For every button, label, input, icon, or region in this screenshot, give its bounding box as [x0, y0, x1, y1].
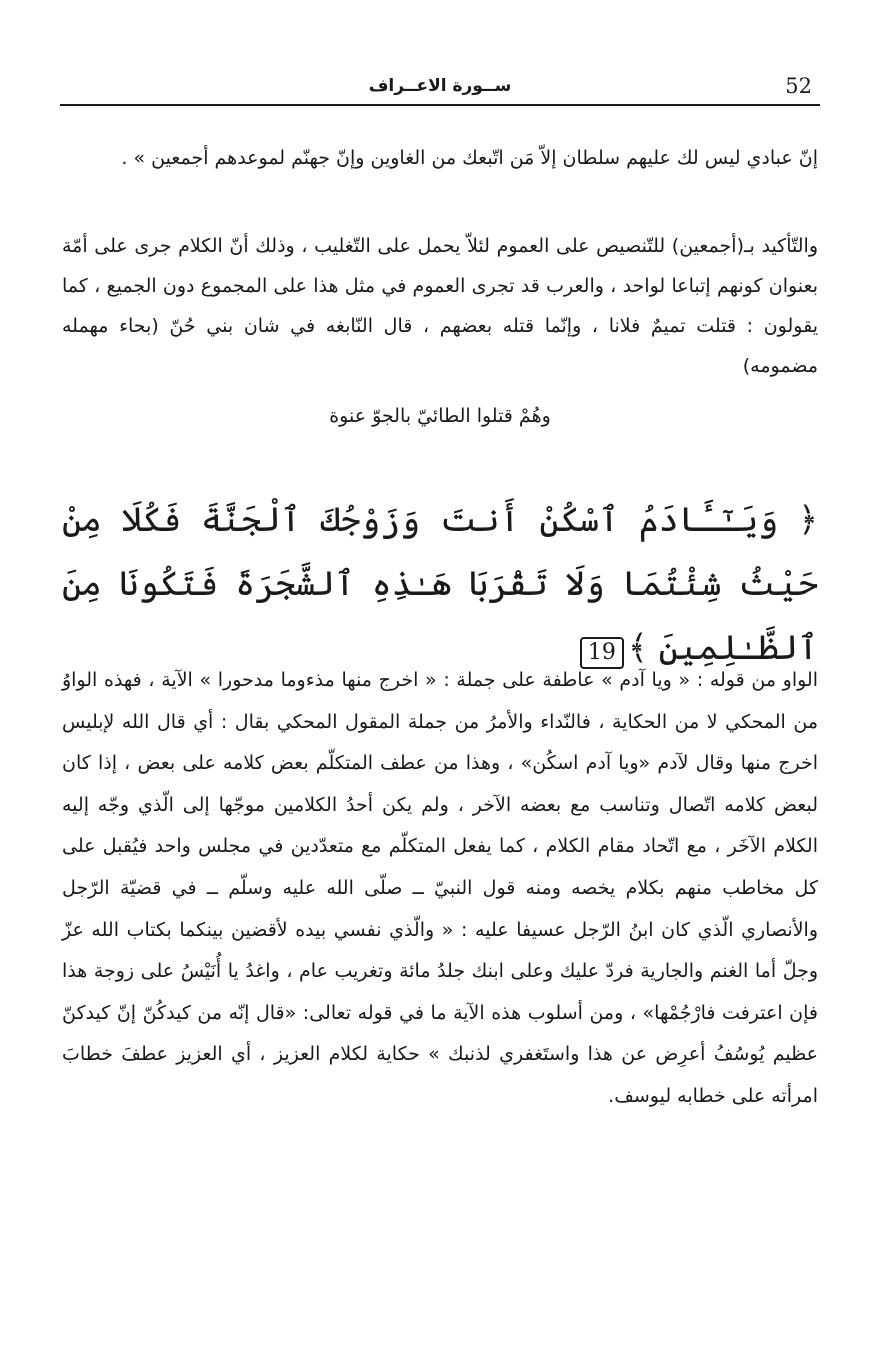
surah-title: ســورة الاعــراف	[368, 76, 512, 96]
paragraph-emphasis: والتّأكيد بـ(أجمعين) للتّنصيص على العموم لئلاّ يحمل على التّغليب ، وذلك أنّ الكلام جرى على أمّة بعنوان كونهم إتباعا لواحد ، والعرب قد تجرى العموم في مثل هذا على المجموع دون الجميع ، كما يقولون : قتلت تميمٌ فلانا ، وإنّما قتله بعضهم ، قال النّابغه في شان بني حُنّ (بحاء مهمله مضمومه)	[62, 235, 818, 377]
commentary-paragraph: الواو من قوله : « ويا آدم » عاطفة على جملة : « اخرج منها مذءوما مدحورا » الآية ، فهذه الواوُ من المحكي لا من الحكاية ، فالنّداء والأمرُ من جملة المقول المحكي بقال : أي قال الله لإبليس اخرج منها وقال لآدم «ويا آدم اسكُن» ، وهذا من عطف المتكلّم بعض كلامه على بعض ، إذا كان لبعض كلامه اتّصال وتناسب مع بعضه الآخر ، ولم يكن أحدُ الكلامين موجّها إلى الّذي وجّه إليه الكلام الآخَر ، مع اتّحاد مقام الكلام ، كما يفعل المتكلّم مع متعدّدين في مجلس واحد فيُقبل على كل مخاطب منهم بكلام يخصه ومنه قول النبيّ ــ صلّى الله عليه وسلّم ــ في قضيّة الرّجل والأنصاري الّذي كان ابنُ الرّجل عسيفا عليه : « والّذي نفسي بيده لأقضين بينكما بكتاب الله عزّ وجلّ أما الغنم والجارية فردّ عليك وعلى ابنك جلدُ مائة وتغريب عام ، واغدُ يا أُنَيْسُ على زوجة هذا فإن اعترفت فارْجُمْها» ، ومن أسلوب هذه الآية ما في قوله تعالى: «قال إنّه من كيدكُنّ إنّ كيدكنّ عظيم يُوسُفُ أعرِض عن هذا واستَغفري لذنبك » حكاية لكلام العزيز ، أي العزيز عطفَ خطابَ امرأته على خطابه ليوسف.	[62, 669, 818, 1107]
poem-line: وهُمْ قتلوا الطائيّ بالجوّ عنوة	[329, 405, 551, 427]
verse-text: ﴿ وَيَـٰٓـَٔادَمُ ٱسْكُنْ أَنتَ وَزَوْجُكَ ٱلْجَنَّةَ فَكُلَا مِنْ حَيْثُ شِئْتُمَا وَلَا تَقْرَبَا هَـٰذِهِ ٱلشَّجَرَةَ فَتَكُونَا مِنَ ٱلظَّـٰلِمِينَ ﴾	[62, 500, 818, 668]
paragraph-quote-end: إنّ عبادي ليس لك عليهم سلطان إلاّ مَن اتّبعك من الغاوين وإنّ جهنّم لموعدهم أجمعين » .	[121, 147, 818, 169]
page-header	[60, 72, 820, 106]
quran-verse	[62, 488, 818, 680]
page-number: 52	[785, 74, 812, 98]
header-divider	[60, 104, 820, 106]
verse-number: 19	[580, 637, 624, 669]
